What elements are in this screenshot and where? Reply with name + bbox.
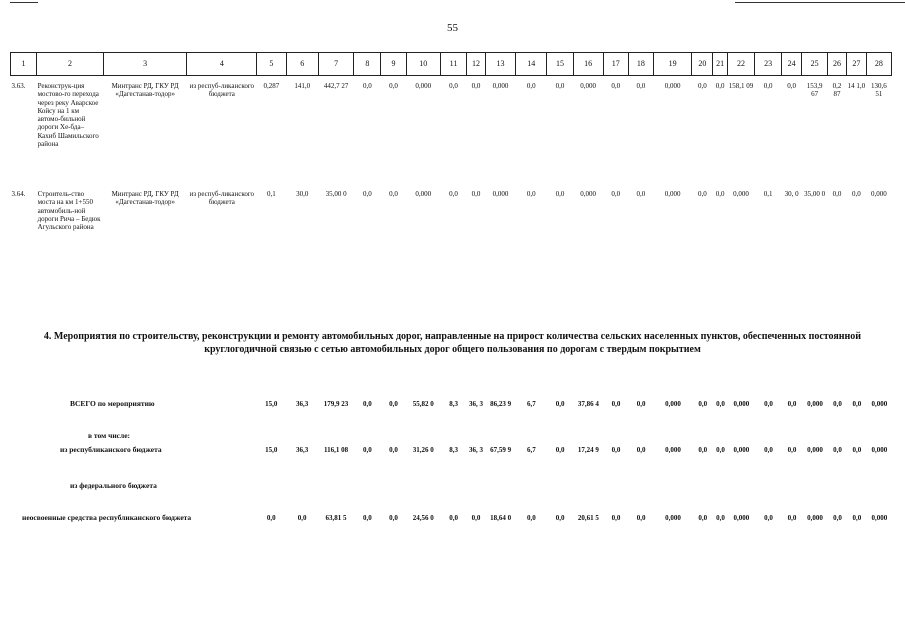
total-value-col-7: 179,9 23 <box>323 400 349 408</box>
total-value-col-15: 0,0 <box>555 400 565 408</box>
column-header-28: 28 <box>866 53 891 76</box>
column-header-2: 2 <box>37 53 104 76</box>
republic-budget-row <box>10 442 892 478</box>
total-value-col-27: 0,0 <box>852 400 862 408</box>
column-header-19: 19 <box>653 53 692 76</box>
total-value-col-20: 0,0 <box>698 514 708 522</box>
total-value-col-26: 0,0 <box>833 514 842 522</box>
total-value-col-27: 0,0 <box>852 446 862 454</box>
total-value-col-9: 0,0 <box>389 400 398 408</box>
total-value-col-20: 0,0 <box>698 400 708 408</box>
total-value-col-18: 0,0 <box>636 446 646 454</box>
table-cell-col-19: 0,000 <box>664 82 681 90</box>
total-value-col-14: 6,7 <box>527 446 536 454</box>
total-value-col-18: 0,0 <box>636 514 646 522</box>
total-value-col-26: 0,0 <box>833 446 842 454</box>
federal-budget-row <box>10 478 892 510</box>
total-value-col-24: 0,0 <box>787 400 797 408</box>
total-value-col-10: 55,82 0 <box>412 400 434 408</box>
table-cell-col-27: 14 1,0 <box>847 82 866 90</box>
federal-budget-label: из федерального бюджета <box>70 481 157 490</box>
table-cell-col-1: 3.63. <box>11 82 26 90</box>
table-cell-col-25: 35,00 0 <box>804 190 826 198</box>
column-header-16: 16 <box>573 53 603 76</box>
column-header-4: 4 <box>187 53 257 76</box>
total-value-col-21: 0,0 <box>716 446 725 454</box>
total-value-col-10: 31,26 0 <box>412 446 434 454</box>
section-title: 4. Мероприятия по строительству, реконструкции и ремонту автомобильных дорог, направленные на прирост количества сельских населенных пунктов, обеспеченных постоянной круглогодичной связью с сетью автомобильных дорог общего пользования по дорогам с твердым покрытием <box>43 331 862 355</box>
total-value-col-19: 0,000 <box>665 514 681 522</box>
total-value-col-20: 0,0 <box>698 446 708 454</box>
total-value-col-6: 0,0 <box>297 514 307 522</box>
table-cell-col-9: 0,0 <box>389 190 398 198</box>
total-value-col-16: 17,24 9 <box>577 446 599 454</box>
table-cell-col-22: 0,000 <box>733 190 749 198</box>
total-value-col-14: 6,7 <box>527 400 536 408</box>
column-header-15: 15 <box>547 53 573 76</box>
table-cell-col-12: 0,0 <box>471 190 481 198</box>
column-header-25: 25 <box>802 53 828 76</box>
scan-edge-line-left <box>10 2 38 3</box>
column-header-11: 11 <box>440 53 466 76</box>
table-cell-col-11: 0,0 <box>449 190 458 198</box>
column-header-22: 22 <box>727 53 754 76</box>
page-number: 55 <box>447 22 458 34</box>
table-cell-col-22: 158,1 09 <box>728 82 754 90</box>
column-header-14: 14 <box>516 53 547 76</box>
table-cell-col-1: 3.64. <box>11 190 26 198</box>
table-cell-col-5: 0,1 <box>267 190 276 198</box>
column-header-6: 6 <box>286 53 318 76</box>
table-cell-col-20: 0,0 <box>698 82 707 90</box>
table-cell-col-26: 0,2 87 <box>832 82 842 99</box>
total-value-col-11: 8,3 <box>449 400 458 408</box>
total-value-col-23: 0,0 <box>764 514 773 522</box>
total-value-col-24: 0,0 <box>787 514 797 522</box>
total-value-col-12: 0,0 <box>471 514 481 522</box>
table-cell-col-6: 141,0 <box>294 82 311 90</box>
column-header-26: 26 <box>828 53 847 76</box>
unspent-funds-row <box>10 510 892 538</box>
total-value-col-6: 36,3 <box>295 400 309 408</box>
column-header-10: 10 <box>406 53 440 76</box>
table-cell-col-7: 35,00 0 <box>325 190 347 198</box>
total-value-col-5: 15,0 <box>265 446 278 454</box>
total-label: ВСЕГО по мероприятию <box>70 399 155 408</box>
table-cell-col-25: 153,9 67 <box>806 82 823 99</box>
total-value-col-16: 37,86 4 <box>577 400 599 408</box>
total-value-col-17: 0,0 <box>611 400 621 408</box>
total-value-col-7: 116,1 08 <box>323 446 349 454</box>
table-cell-col-14: 0,0 <box>526 190 536 198</box>
table-cell-col-28: 130,6 51 <box>871 82 887 99</box>
total-value-col-21: 0,0 <box>716 400 725 408</box>
total-value-col-24: 0,0 <box>787 446 797 454</box>
column-number-header <box>11 53 892 76</box>
scan-edge-line-right <box>735 2 905 3</box>
column-header-5: 5 <box>257 53 286 76</box>
table-cell-col-17: 0,0 <box>611 82 621 90</box>
table-cell-col-23: 0,1 <box>763 190 773 198</box>
total-value-col-11: 0,0 <box>449 514 458 522</box>
total-value-col-17: 0,0 <box>611 514 621 522</box>
table-cell-col-27: 0,0 <box>851 190 861 198</box>
total-value-col-28: 0,000 <box>871 400 888 408</box>
column-header-20: 20 <box>692 53 713 76</box>
totals-table <box>10 396 892 538</box>
total-value-col-13: 18,64 0 <box>490 514 512 522</box>
table-cell-col-12: 0,0 <box>471 82 481 90</box>
total-value-col-8: 0,0 <box>362 446 372 454</box>
table-cell-col-3: Минтранс РД, ГКУ РД «Дагестанав-тодор» <box>111 82 179 99</box>
column-header-9: 9 <box>381 53 406 76</box>
table-cell-col-21: 0,0 <box>715 190 725 198</box>
total-value-col-28: 0,000 <box>871 446 888 454</box>
table-cell-col-11: 0,0 <box>449 82 458 90</box>
table-row <box>11 184 892 278</box>
table-cell-col-2: Строитель-ство моста на км 1+550 автомобиль-ной дороги Рича – Бедюк Агульского района <box>37 190 101 231</box>
total-value-col-10: 24,56 0 <box>412 514 434 522</box>
total-value-col-26: 0,0 <box>833 400 842 408</box>
total-value-col-8: 0,0 <box>362 400 372 408</box>
total-value-col-9: 0,0 <box>389 514 398 522</box>
total-value-col-7: 63,81 5 <box>325 514 347 522</box>
table-cell-col-19: 0,000 <box>664 190 681 198</box>
total-value-col-27: 0,0 <box>852 514 862 522</box>
total-value-col-8: 0,0 <box>362 514 372 522</box>
table-cell-col-18: 0,0 <box>636 190 646 198</box>
total-value-col-12: 36, 3 <box>469 446 484 454</box>
table-cell-col-20: 0,0 <box>698 190 707 198</box>
column-header-24: 24 <box>782 53 802 76</box>
table-cell-col-17: 0,0 <box>611 190 621 198</box>
including-label: в том числе: <box>88 431 131 440</box>
total-value-col-21: 0,0 <box>716 514 725 522</box>
total-value-col-25: 0,000 <box>807 400 823 408</box>
column-header-27: 27 <box>846 53 866 76</box>
table-cell-col-4: из респуб-ликанского бюджета <box>189 190 255 207</box>
total-value-col-11: 8,3 <box>449 446 458 454</box>
column-header-8: 8 <box>354 53 381 76</box>
column-header-21: 21 <box>713 53 728 76</box>
total-row <box>10 396 892 428</box>
column-header-23: 23 <box>755 53 782 76</box>
total-value-col-22: 0,000 <box>733 400 750 408</box>
table-cell-col-24: 0,0 <box>787 82 796 90</box>
table-cell-col-24: 30, 0 <box>784 190 799 198</box>
table-cell-col-10: 0,000 <box>415 82 432 90</box>
table-cell-col-15: 0,0 <box>555 190 565 198</box>
table-cell-col-4: из респуб-ликанского бюджета <box>189 82 255 99</box>
including-row <box>10 428 892 442</box>
total-value-col-28: 0,000 <box>871 514 888 522</box>
data-table <box>10 52 892 278</box>
table-cell-col-6: 30,0 <box>296 190 309 198</box>
total-value-col-22: 0,000 <box>733 514 750 522</box>
table-cell-col-10: 0,000 <box>415 190 432 198</box>
column-header-13: 13 <box>485 53 515 76</box>
table-cell-col-9: 0,0 <box>389 82 398 90</box>
table-cell-col-18: 0,0 <box>636 82 646 90</box>
table-cell-col-5: 0,287 <box>263 82 280 90</box>
total-value-col-16: 20,61 5 <box>577 514 599 522</box>
total-value-col-13: 67,59 9 <box>490 446 512 454</box>
table-cell-col-7: 442,7 27 <box>323 82 349 90</box>
total-value-col-5: 0,0 <box>266 514 276 522</box>
total-value-col-23: 0,0 <box>764 446 773 454</box>
column-header-18: 18 <box>628 53 653 76</box>
table-cell-col-21: 0,0 <box>715 82 725 90</box>
table-cell-col-8: 0,0 <box>363 190 372 198</box>
total-value-col-18: 0,0 <box>636 400 646 408</box>
table-cell-col-15: 0,0 <box>555 82 565 90</box>
total-value-col-15: 0,0 <box>555 514 565 522</box>
table-cell-col-16: 0,000 <box>580 82 597 90</box>
total-value-col-22: 0,000 <box>733 446 750 454</box>
table-cell-col-16: 0,000 <box>580 190 597 198</box>
total-value-col-9: 0,0 <box>389 446 398 454</box>
column-header-1: 1 <box>11 53 37 76</box>
table-cell-col-28: 0,000 <box>871 190 887 198</box>
table-cell-col-26: 0,0 <box>832 190 842 198</box>
total-value-col-15: 0,0 <box>555 446 565 454</box>
total-value-col-13: 86,23 9 <box>490 400 512 408</box>
table-cell-col-3: Минтранс РД, ГКУ РД «Дагестанав-тодор» <box>111 190 179 207</box>
column-header-12: 12 <box>467 53 486 76</box>
total-value-col-5: 15,0 <box>265 400 278 408</box>
total-value-col-14: 0,0 <box>527 514 536 522</box>
table-cell-col-2: Реконструк-ция мостово-го перехода через реку Аварское Койсу на 1 км автомо-бильной дороги Хе-бда– Кахиб Шамильского района <box>37 82 99 148</box>
column-header-7: 7 <box>318 53 353 76</box>
total-value-col-12: 36, 3 <box>469 400 484 408</box>
total-value-col-19: 0,000 <box>665 400 681 408</box>
total-value-col-25: 0,000 <box>807 446 823 454</box>
table-row <box>11 76 892 185</box>
table-cell-col-13: 0,000 <box>492 190 509 198</box>
table-cell-col-13: 0,000 <box>492 82 509 90</box>
column-header-3: 3 <box>103 53 187 76</box>
republic-budget-label: из республиканского бюджета <box>60 445 162 454</box>
unspent-funds-label: неосвоенные средства республиканского бюджета <box>22 513 192 522</box>
total-value-col-17: 0,0 <box>611 446 621 454</box>
total-value-col-25: 0,000 <box>807 514 823 522</box>
total-value-col-23: 0,0 <box>764 400 773 408</box>
column-header-17: 17 <box>603 53 628 76</box>
table-cell-col-14: 0,0 <box>526 82 536 90</box>
total-value-col-6: 36,3 <box>295 446 309 454</box>
table-cell-col-8: 0,0 <box>363 82 372 90</box>
table-cell-col-23: 0,0 <box>763 82 773 90</box>
total-value-col-19: 0,000 <box>665 446 681 454</box>
